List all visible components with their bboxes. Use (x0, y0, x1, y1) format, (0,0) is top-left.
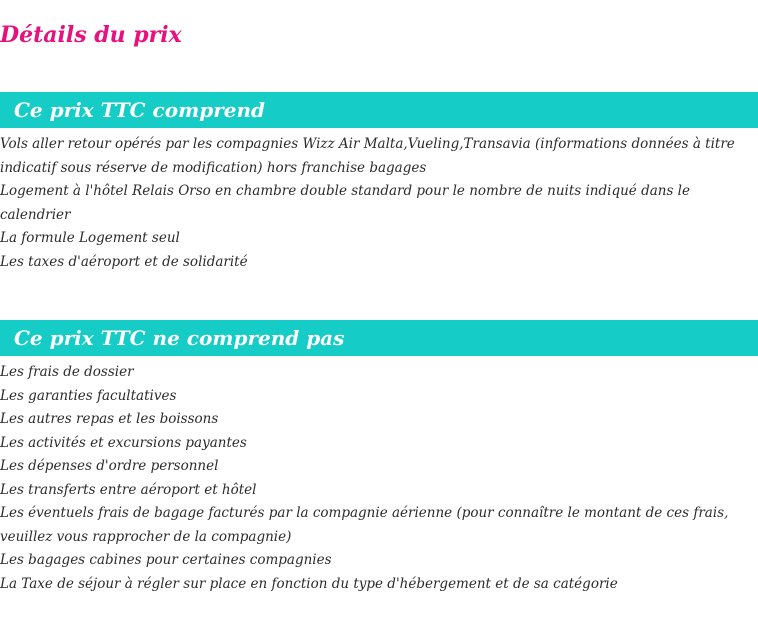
list-item: Les taxes d'aéroport et de solidarité (0, 253, 248, 270)
section-excluded-header: Ce prix TTC ne comprend pas (0, 320, 758, 356)
spacer-above-included-section (0, 48, 758, 92)
section-included-body (0, 128, 758, 274)
list-item: Les éventuels frais de bagage facturés par la compagnie aérienne (pour connaître le montant de ces frais, veuillez vous rapprocher de la compagnie) (0, 505, 729, 545)
list-item: Les dépenses d'ordre personnel (0, 458, 219, 475)
list-item: Les garanties facultatives (0, 387, 177, 404)
list-item: La Taxe de séjour à régler sur place en fonction du type d'hébergement et de sa catégorie (0, 575, 618, 592)
section-included (0, 92, 758, 274)
list-item: Vols aller retour opérés par les compagnies Wizz Air Malta,Vueling,Transavia (informations données à titre indicatif sous réserve de modification) hors franchise bagages (0, 136, 735, 176)
spacer-above-excluded-section (0, 274, 758, 320)
list-item: Les frais de dossier (0, 364, 134, 381)
list-item: Les transferts entre aéroport et hôtel (0, 481, 257, 498)
list-item: Logement à l'hôtel Relais Orso en chambre double standard pour le nombre de nuits indiqué dans le calendrier (0, 183, 690, 223)
section-included-header: Ce prix TTC comprend (0, 92, 758, 128)
list-item: Les activités et excursions payantes (0, 434, 247, 451)
page-title: Détails du prix (0, 22, 182, 48)
list-item: Les autres repas et les boissons (0, 411, 219, 428)
list-item: La formule Logement seul (0, 230, 180, 247)
list-item: Les bagages cabines pour certaines compagnies (0, 552, 332, 569)
section-excluded-body (0, 356, 758, 596)
section-excluded (0, 320, 758, 596)
